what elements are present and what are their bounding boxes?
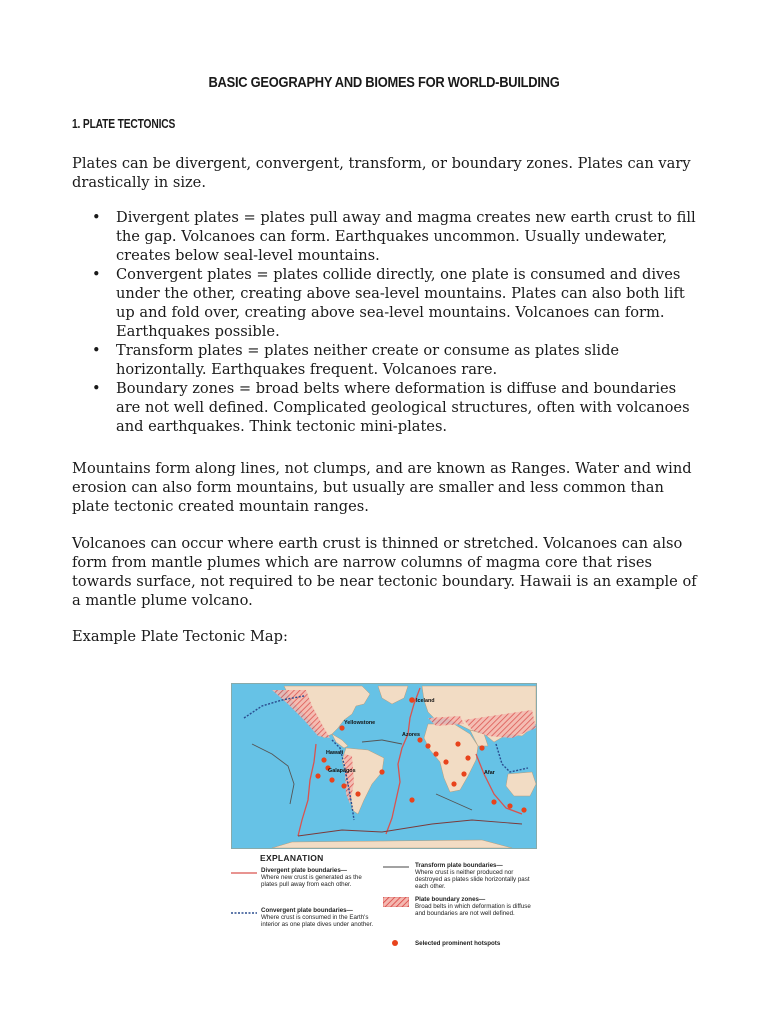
label-iceland: Iceland [416,698,435,704]
divergent-line-swatch [231,871,257,875]
legend-divergent [261,867,379,888]
legend-hotspot-label: Selected prominent hotspots [415,940,501,947]
legend-header: EXPLANATION [260,853,324,863]
hotspot-dot [521,807,526,812]
hotspot-dot [425,743,430,748]
hotspot-dot [491,799,496,804]
legend-transform [415,862,535,890]
mid-atlantic-ridge [386,688,420,834]
transform-boundary-b [362,740,402,744]
page-title: BASIC GEOGRAPHY AND BIOMES FOR WORLD-BUILDING [208,74,560,91]
list-item [72,265,702,341]
hotspot-dot [355,791,360,796]
plate-tectonic-map [231,683,537,849]
map-explanation-legend [229,853,537,951]
hotspot-dot [461,771,466,776]
antarctica-landmass [272,840,512,848]
world-map-svg [232,684,536,848]
australia-landmass [506,772,536,796]
hotspot-dot [409,697,415,703]
hotspot-dot [433,751,438,756]
legend-convergent [261,907,379,928]
label-galapagos: Galapagos [328,768,356,774]
volcanoes-paragraph: Volcanoes can occur where earth crust is thinned or stretched. Volcanoes can also form from mantle plumes which are narrow columns of magma core that rises towards surface, not required to be near tectonic boundary. Hawaii is an example of a mantle plume volcano. [72,535,697,609]
hotspot-dot [507,803,512,808]
list-item [72,379,702,436]
label-hawaii: Hawaii [326,750,344,756]
list-item [72,208,702,265]
plate-types-list [72,208,702,436]
transform-line-swatch [383,865,409,869]
hotspot-swatch [391,939,399,947]
bullet-icon: • [92,266,101,283]
map-caption: Example Plate Tectonic Map: [72,628,288,645]
legend-zone-title: Plate boundary zones— [415,896,486,903]
east-pacific-rise [298,744,316,836]
hotspot-dot [417,737,422,742]
hotspot-dot [341,783,346,788]
label-azores: Azores [402,732,420,738]
boundary-zone-swatch [383,897,409,907]
label-yellowstone: Yellowstone [344,720,376,726]
legend-zone-desc: Broad belts in which deformation is diffuse and boundaries are not well defined. [415,903,531,917]
pacific-convergent-west [496,744,528,772]
legend-divergent-desc: Where new crust is generated as the plates pull away from each other. [261,874,362,888]
list-item-text: Transform plates = plates neither create or consume as plates slide horizontally. Earthquakes frequent. Volcanoes rare. [116,342,620,378]
hotspot-dot [379,769,384,774]
hotspot-dot [451,781,456,786]
plate-tectonic-figure [229,683,537,951]
bullet-icon: • [92,209,101,226]
section-heading: 1. PLATE TECTONICS [72,117,176,131]
intro-paragraph: Plates can be divergent, convergent, transform, or boundary zones. Plates can vary drastically in size. [72,155,691,191]
hotspot-dot [465,755,470,760]
label-afar: Afar [484,770,495,776]
transform-boundary-c [436,794,472,810]
hotspot-dot [479,745,484,750]
legend-convergent-title: Convergent plate boundaries— [261,907,353,914]
hotspot-dot [443,759,448,764]
hotspot-dot [339,725,344,730]
legend-transform-title: Transform plate boundaries— [415,862,503,869]
legend-boundary-zone [415,896,535,917]
convergent-line-swatch [231,911,257,915]
hotspot-dot [455,741,460,746]
hotspot-dot [329,777,334,782]
legend-hotspot [415,940,535,947]
list-item-text: Convergent plates = plates collide directly, one plate is consumed and dives under the other, creating above sea-level mountains. Plates can also both lift up and fold over, creating above sea-level mountains. Volcanoes can form. Earthquakes possible. [116,266,685,340]
hotspot-dot [409,797,414,802]
hotspot-dot [321,757,326,762]
hotspot-dot [315,773,320,778]
bullet-icon: • [92,342,101,359]
legend-convergent-desc: Where crust is consumed in the Earth's interior as one plate dives under another. [261,914,374,928]
transform-boundary-a [252,744,294,804]
legend-transform-desc: Where crust is neither produced nor destroyed as plates slide horizontally past each other. [415,869,530,890]
legend-divergent-title: Divergent plate boundaries— [261,867,347,874]
list-item [72,341,702,379]
list-item-text: Divergent plates = plates pull away and magma creates new earth crust to fill the gap. Volcanoes can form. Earthquakes uncommon. Usually undewater, creates below seal-level mountains. [116,209,696,264]
greenland-landmass [378,686,408,704]
bullet-icon: • [92,380,101,397]
mountains-paragraph: Mountains form along lines, not clumps, and are known as Ranges. Water and wind erosion can also form mountains, but usually are smaller and less common than plate tectonic created mountain ranges. [72,460,692,515]
southern-ridge [298,820,522,836]
central-america-landmass [332,734,348,748]
list-item-text: Boundary zones = broad belts where deformation is diffuse and boundaries are not well defined. Complicated geological structures, often with volcanoes and earthquakes. Think tectonic mini-plates. [116,380,690,435]
